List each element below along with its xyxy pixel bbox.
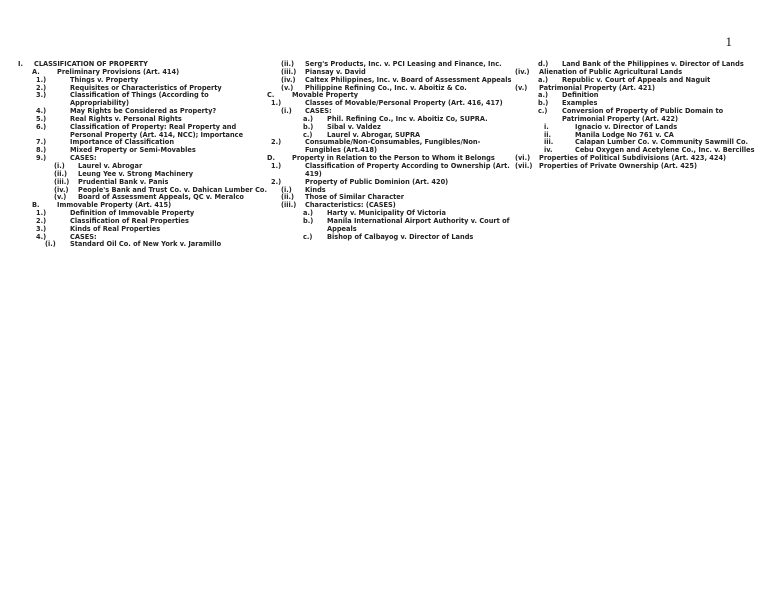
outline-item-text: Republic v. Court of Appeals and Naguit xyxy=(562,75,711,84)
outline-item-text: Manila International Airport Authority v. Court of Appeals xyxy=(327,216,510,233)
outline-item-number: (v.) xyxy=(281,83,294,92)
outline-item xyxy=(515,163,760,171)
outline-item-number: (iv.) xyxy=(281,75,296,84)
outline-item-text: Movable Property xyxy=(292,91,359,100)
outline-item-number: 1.) xyxy=(271,99,282,108)
outline-item-number: a.) xyxy=(303,209,313,218)
outline-item xyxy=(18,69,268,77)
outline-item xyxy=(18,241,268,249)
outline-item-text: CASES: xyxy=(305,107,332,116)
outline-item-text: Classification of Property According to Ownership (Art. 419) xyxy=(305,161,510,178)
outline-item-number: 4.) xyxy=(36,107,47,116)
outline-item xyxy=(267,234,515,242)
outline-item-number: (ii.) xyxy=(54,169,68,178)
outline-item-number: (vii.) xyxy=(515,161,533,170)
outline-item-text: Caltex Philippines, Inc. v. Board of Assessment Appeals xyxy=(305,75,512,84)
outline-item-number: 6.) xyxy=(36,122,47,131)
outline-item-text: Kinds of Real Properties xyxy=(70,224,161,233)
outline-item-number: 1.) xyxy=(36,209,47,218)
outline-item-number: c.) xyxy=(538,107,548,116)
outline-item-number: 2.) xyxy=(271,138,282,147)
outline-item-number: (iii.) xyxy=(281,201,297,210)
outline-item-number: (vi.) xyxy=(515,154,531,163)
outline-item-number: i. xyxy=(544,122,549,131)
outline-item xyxy=(267,218,515,234)
outline-item-text: Patrimonial Property (Art. 421) xyxy=(539,83,656,92)
outline-item-text: Requisites or Characteristics of Property xyxy=(70,83,222,92)
outline-item-number: 7.) xyxy=(36,138,47,147)
outline-item-number: 1.) xyxy=(36,75,47,84)
outline-item-text: Importance of Classification xyxy=(70,138,175,147)
outline-item-number: a.) xyxy=(538,75,548,84)
outline-item-text: Classification of Things (According to Appropriability) xyxy=(70,91,209,108)
outline-item-text: Those of Similar Character xyxy=(305,193,404,202)
outline-item-text: Classification of Property: Real Property and Personal Property (Art. 414, NCC); Importance xyxy=(70,122,244,139)
outline-item-number: ii. xyxy=(544,130,552,139)
outline-item-text: Mixed Property or Semi-Movables xyxy=(70,146,196,155)
outline-item-number: A. xyxy=(32,67,40,76)
outline-item-text: Ignacio v. Director of Lands xyxy=(575,122,678,131)
outline-item-number: 3.) xyxy=(36,91,47,100)
outline-item-number: 3.) xyxy=(36,224,47,233)
outline-item-number: (ii.) xyxy=(281,193,295,202)
outline-item-text: Definition xyxy=(562,91,599,100)
outline-item-number: b.) xyxy=(303,122,314,131)
outline-item-number: a.) xyxy=(303,114,313,123)
outline-item-text: Standard Oil Co. of New York v. Jaramillo xyxy=(70,240,222,249)
outline-item-text: May Rights be Considered as Property? xyxy=(70,107,217,116)
outline-item-number: (iv.) xyxy=(54,185,69,194)
outline-item-number: (i.) xyxy=(281,185,292,194)
page-number: 1 xyxy=(725,34,732,49)
outline-item-text: Laurel v. Abrogar xyxy=(78,161,143,170)
outline-item-text: Classification of Real Properties xyxy=(70,216,189,225)
outline-item-text: Examples xyxy=(562,99,598,108)
outline-item-text: Definition of Immovable Property xyxy=(70,209,195,218)
outline-item-text: Piansay v. David xyxy=(305,67,366,76)
outline-item-text: Harty v. Municipality Of Victoria xyxy=(327,209,446,218)
outline-item-number: a.) xyxy=(538,91,548,100)
outline-item xyxy=(18,226,268,234)
outline-item-number: (ii.) xyxy=(281,60,295,68)
outline-item-number: d.) xyxy=(538,60,549,68)
outline-item-text: Properties of Political Subdivisions (Art. 423, 424) xyxy=(539,154,727,163)
outline-item-text: Conversion of Property of Public Domain to Patrimonial Property (Art. 422) xyxy=(562,107,724,123)
outline-item-text: Land Bank of the Philippines v. Director of Lands xyxy=(562,60,744,68)
outline-item xyxy=(18,124,268,140)
outline-column-2 xyxy=(267,61,515,241)
outline-item-number: I. xyxy=(18,60,23,68)
outline-item-number: 8.) xyxy=(36,146,47,155)
outline-item-text: Immovable Property (Art. 415) xyxy=(57,201,172,210)
outline-item-number: 9.) xyxy=(36,154,47,163)
outline-item-text: Board of Assessment Appeals, QC v. Meralco xyxy=(78,193,244,202)
outline-item-number: (v.) xyxy=(54,193,67,202)
outline-item-number: 4.) xyxy=(36,232,47,241)
outline-item-number: (i.) xyxy=(281,107,292,116)
outline-item-text: Prudential Bank v. Panis xyxy=(78,177,169,186)
outline-item-number: (i.) xyxy=(45,240,56,249)
outline-item-number: 2.) xyxy=(271,177,282,186)
outline-item-number: D. xyxy=(267,154,275,163)
outline-item xyxy=(18,92,268,108)
outline-item-text: Property of Public Dominion (Art. 420) xyxy=(305,177,449,186)
outline-item xyxy=(267,139,515,155)
outline-item-number: 1.) xyxy=(271,161,282,170)
outline-item-number: 2.) xyxy=(36,83,47,92)
outline-item-number: iii. xyxy=(544,138,554,147)
outline-item-number: c.) xyxy=(303,130,313,139)
outline-item-text: CASES: xyxy=(70,154,97,163)
outline-item-text: Preliminary Provisions (Art. 414) xyxy=(57,67,180,76)
outline-item-text: Properties of Private Ownership (Art. 425) xyxy=(539,161,697,170)
outline-item-text: Bishop of Calbayog v. Director of Lands xyxy=(327,232,474,241)
outline-item xyxy=(515,92,760,100)
outline-item-text: CASES: xyxy=(70,232,97,241)
outline-item-text: Kinds xyxy=(305,185,326,194)
outline-item-number: 2.) xyxy=(36,216,47,225)
outline-item-number: b.) xyxy=(538,99,549,108)
outline-item xyxy=(267,163,515,179)
outline-column-3 xyxy=(515,61,760,171)
outline-item-number: C. xyxy=(267,91,275,100)
outline-item-text: Real Rights v. Personal Rights xyxy=(70,114,182,123)
outline-item-number: 5.) xyxy=(36,114,47,123)
outline-item-number: c.) xyxy=(303,232,313,241)
outline-item-text: People's Bank and Trust Co. v. Dahican Lumber Co. xyxy=(78,185,267,194)
outline-item-number: b.) xyxy=(303,216,314,225)
outline-item-text: Property in Relation to the Person to Whom it Belongs xyxy=(292,154,495,163)
outline-item-text: Classes of Movable/Personal Property (Art. 416, 417) xyxy=(305,99,503,108)
outline-item xyxy=(515,108,760,124)
outline-item-text: Things v. Property xyxy=(70,75,139,84)
outline-item-text: CLASSIFICATION OF PROPERTY xyxy=(34,60,148,68)
outline-item-number: B. xyxy=(32,201,40,210)
outline-item-text: Philippine Refining Co., Inc. v. Aboitiz & Co. xyxy=(305,83,467,92)
outline-item-text: Characteristics: (CASES) xyxy=(305,201,396,210)
outline-item-text: Serg's Products, Inc. v. PCI Leasing and Finance, Inc. xyxy=(305,60,502,68)
outline-item-text: Leung Yee v. Strong Machinery xyxy=(78,169,194,178)
outline-item xyxy=(18,147,268,155)
outline-item xyxy=(515,85,760,93)
outline-item-number: (iii.) xyxy=(54,177,70,186)
outline-item-number: (iii.) xyxy=(281,67,297,76)
outline-item-text: Laurel v. Abrogar, SUPRA xyxy=(327,130,421,139)
outline-column-1 xyxy=(18,61,268,249)
outline-item-text: Calapan Lumber Co. v. Community Sawmill Co. xyxy=(575,138,749,147)
outline-item-text: Alienation of Public Agricultural Lands xyxy=(539,67,683,76)
outline-item-text: Manila Lodge No 761 v. CA xyxy=(575,130,674,139)
outline-item-number: (i.) xyxy=(54,161,65,170)
outline-item-text: Sibal v. Valdez xyxy=(327,122,381,131)
outline-item-number: (iv.) xyxy=(515,67,530,76)
outline-item-text: Cebu Oxygen and Acetylene Co., Inc. v. Bercilles xyxy=(575,146,755,155)
outline-item-number: iv. xyxy=(544,146,553,155)
outline-item-number: (v.) xyxy=(515,83,528,92)
outline-item-text: Phil. Refining Co., Inc v. Aboitiz Co, SUPRA. xyxy=(327,114,488,123)
outline-item-text: Consumable/Non-Consumables, Fungibles/Non-Fungibles (Art.418) xyxy=(305,138,481,155)
